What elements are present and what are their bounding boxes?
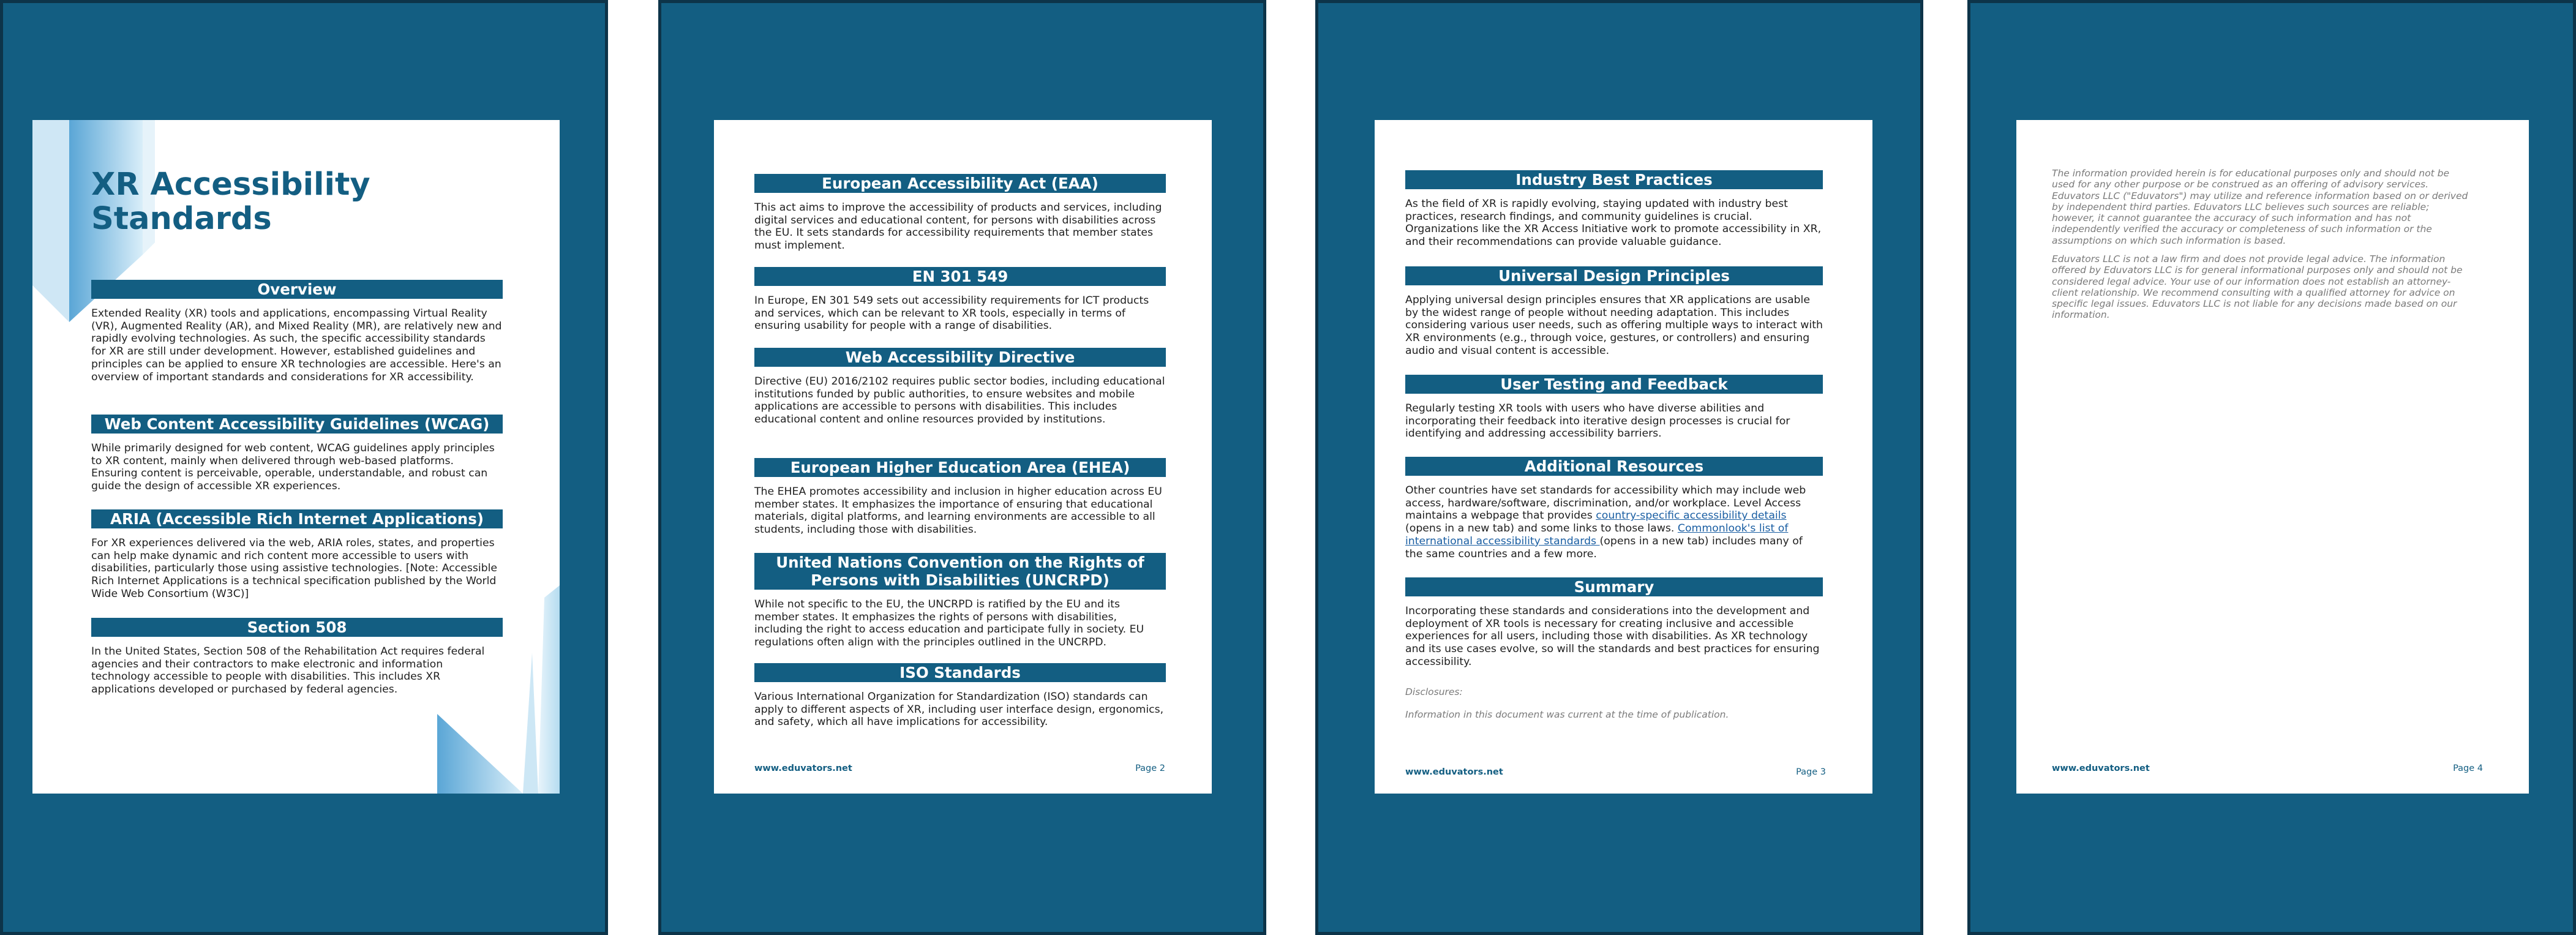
section-aria	[91, 509, 503, 601]
section-body: Various International Organization for Standardization (ISO) standards can apply to different aspects of XR, including user interface design, ergonomics, and safety, which all have implications for accessibility.	[754, 691, 1164, 729]
section-body: Applying universal design principles ensures that XR applications are usable by the widest range of people without needing adaptation. This includes considering various user needs, such as offering multiple ways to interact with XR environments (e.g., through voice, gestures, or controllers) and ensuring audio and visual content is accessible.	[1405, 294, 1823, 357]
section-heading: Universal Design Principles	[1405, 266, 1823, 285]
section-body: Incorporating these standards and considerations into the development and deployment of XR tools is necessary for creating inclusive and accessible experiences for all users, including those with disabilities. As XR technology and its use cases evolve, so will the standards and best practices for ensuring accessibility.	[1405, 605, 1820, 668]
footer-website: www.eduvators.net	[1405, 767, 1503, 777]
section-508	[91, 618, 503, 696]
section-heading: Overview	[91, 280, 503, 299]
section-uncrpd	[754, 553, 1166, 649]
section-summary	[1405, 577, 1823, 669]
footer-website: www.eduvators.net	[754, 764, 852, 773]
footer-page-number: Page 2	[1135, 764, 1165, 773]
section-body	[1405, 484, 1823, 560]
body-text-part: (opens in a new tab) and some links to those laws.	[1405, 522, 1678, 535]
title-line-1: XR Accessibility	[91, 167, 370, 203]
section-heading: Summary	[1405, 577, 1823, 596]
section-heading: EN 301 549	[754, 267, 1166, 286]
section-universal-design	[1405, 266, 1823, 358]
section-heading: Web Accessibility Directive	[754, 348, 1166, 367]
footer-website: www.eduvators.net	[2052, 764, 2150, 773]
body-text-part: (opens in a new tab) includes many of the same countries and a few more.	[1405, 535, 1803, 560]
legal-disclaimer-1: The information provided herein is for educational purposes only and should not be used for any other purpose or be construed as an offering of advisory services. Eduvators LLC ("Eduvators") may utilize and reference information based on or derived by independent third parties. Eduvators LLC believes such sources are reliable; however, it cannot guarantee the accuracy of such information and has not independently verified the accuracy or completeness of such information or the assumptions on which such information is based.	[2052, 168, 2468, 246]
title-line-2: Standards	[91, 201, 272, 237]
section-ehea	[754, 458, 1166, 536]
footer-page-number: Page 4	[2453, 764, 2483, 773]
section-en301549	[754, 267, 1166, 332]
document-title	[91, 168, 370, 236]
section-industry-best-practices	[1405, 170, 1823, 249]
section-web-accessibility-directive	[754, 348, 1166, 426]
section-body: This act aims to improve the accessibility of products and services, including digital services and educational content, for persons with disabilities across the EU. It sets standards for accessibility requirements that member states must implement.	[754, 201, 1162, 252]
section-user-testing	[1405, 375, 1823, 440]
section-overview	[91, 280, 503, 383]
section-body: In Europe, EN 301 549 sets out accessibility requirements for ICT products and services, which can be relevant to XR tools, especially in terms of ensuring usability for people with a range of disabilities.	[754, 295, 1149, 332]
section-body: Directive (EU) 2016/2102 requires public sector bodies, including educational institutions funded by public authorities, to ensure websites and mobile applications are accessible to persons with disabilities. This includes educational content and online resources provided by institutions.	[754, 375, 1165, 426]
section-heading: Additional Resources	[1405, 457, 1823, 476]
section-body: For XR experiences delivered via the web, ARIA roles, states, and properties can help make dynamic and rich content more accessible to users with disabilities, particularly those using assistive technologies. [Note: Accessible Rich Internet Applications is a technical specification published by the World Wide Web Consortium (W3C)]	[91, 537, 498, 600]
page-1	[32, 120, 560, 794]
section-wcag	[91, 415, 503, 493]
page-3	[1375, 120, 1872, 794]
page-2	[714, 120, 1212, 794]
page-2-panel	[658, 0, 1266, 935]
body-text-part: Other countries have set standards for accessibility which may include web access, hardware/software, discrimination, and/or workplace. Level Access maintains a webpage that provides	[1405, 484, 1806, 522]
section-heading: ISO Standards	[754, 663, 1166, 682]
disclosures-label: Disclosures:	[1405, 686, 1463, 697]
section-heading: ARIA (Accessible Rich Internet Applications)	[91, 509, 503, 528]
publication-note: Information in this document was current at the time of publication.	[1405, 709, 1729, 720]
section-heading: European Higher Education Area (EHEA)	[754, 458, 1166, 477]
page-4-panel	[1967, 0, 2576, 935]
section-heading: Web Content Accessibility Guidelines (WCAG)	[91, 415, 503, 434]
section-heading: User Testing and Feedback	[1405, 375, 1823, 394]
section-body: While primarily designed for web content, WCAG guidelines apply principles to XR content, mainly when delivered through web-based platforms. Ensuring content is perceivable, operable, understandable, and robust can guide the design of accessible XR experiences.	[91, 442, 495, 493]
commonlook-standards-link[interactable]: Commonlook's list of international accessibility standards	[1405, 522, 1789, 547]
section-heading: Industry Best Practices	[1405, 170, 1823, 189]
section-body: Regularly testing XR tools with users who have diverse abilities and incorporating their feedback into iterative design processes is crucial for identifying and addressing accessibility barriers.	[1405, 402, 1790, 440]
page-4	[2016, 120, 2529, 794]
section-additional-resources	[1405, 457, 1823, 560]
section-eaa	[754, 174, 1166, 252]
legal-disclaimer-2: Eduvators LLC is not a law firm and does not provide legal advice. The information offered by Eduvators LLC is for general informational purposes only and should not be considered legal advice. Your use of our information does not establish an attorney-client relationship. We recommend consulting with a qualified attorney for advice on specific legal issues. Eduvators LLC is not liable for any decisions made based on our information.	[2052, 253, 2463, 321]
section-iso	[754, 663, 1166, 729]
footer-page-number: Page 3	[1796, 767, 1826, 777]
section-heading: Section 508	[91, 618, 503, 637]
section-body: Extended Reality (XR) tools and applications, encompassing Virtual Reality (VR), Augmented Reality (AR), and Mixed Reality (MR), are relatively new and rapidly evolving technologies. As such, the specific accessibility standards for XR are still under development. However, established guidelines and principles can be applied to ensure XR technologies are accessible. Here's an overview of important standards and considerations for XR accessibility.	[91, 307, 502, 383]
section-body: While not specific to the EU, the UNCRPD is ratified by the EU and its member states. It emphasizes the rights of persons with disabilities, including the right to access education and participate fully in society. EU regulations often align with the principles outlined in the UNCRPD.	[754, 598, 1144, 649]
page-3-panel	[1315, 0, 1923, 935]
section-heading: European Accessibility Act (EAA)	[754, 174, 1166, 193]
page-1-panel	[0, 0, 608, 935]
section-body: The EHEA promotes accessibility and inclusion in higher education across EU member states. It emphasizes the importance of ensuring that educational materials, digital platforms, and learning environments are accessible to all students, including those with disabilities.	[754, 486, 1162, 536]
section-body: As the field of XR is rapidly evolving, staying updated with industry best practices, research findings, and community guidelines is crucial. Organizations like the XR Access Initiative work to promote accessibility in XR, and their recommendations can provide valuable guidance.	[1405, 198, 1822, 249]
section-heading: United Nations Convention on the Rights of Persons with Disabilities (UNCRPD)	[754, 553, 1166, 590]
country-specific-accessibility-link[interactable]: country-specific accessibility details	[1596, 509, 1787, 522]
section-body: In the United States, Section 508 of the Rehabilitation Act requires federal agencies and their contractors to make electronic and information technology accessible to people with disabilities. This includes XR applications developed or purchased by federal agencies.	[91, 645, 485, 696]
